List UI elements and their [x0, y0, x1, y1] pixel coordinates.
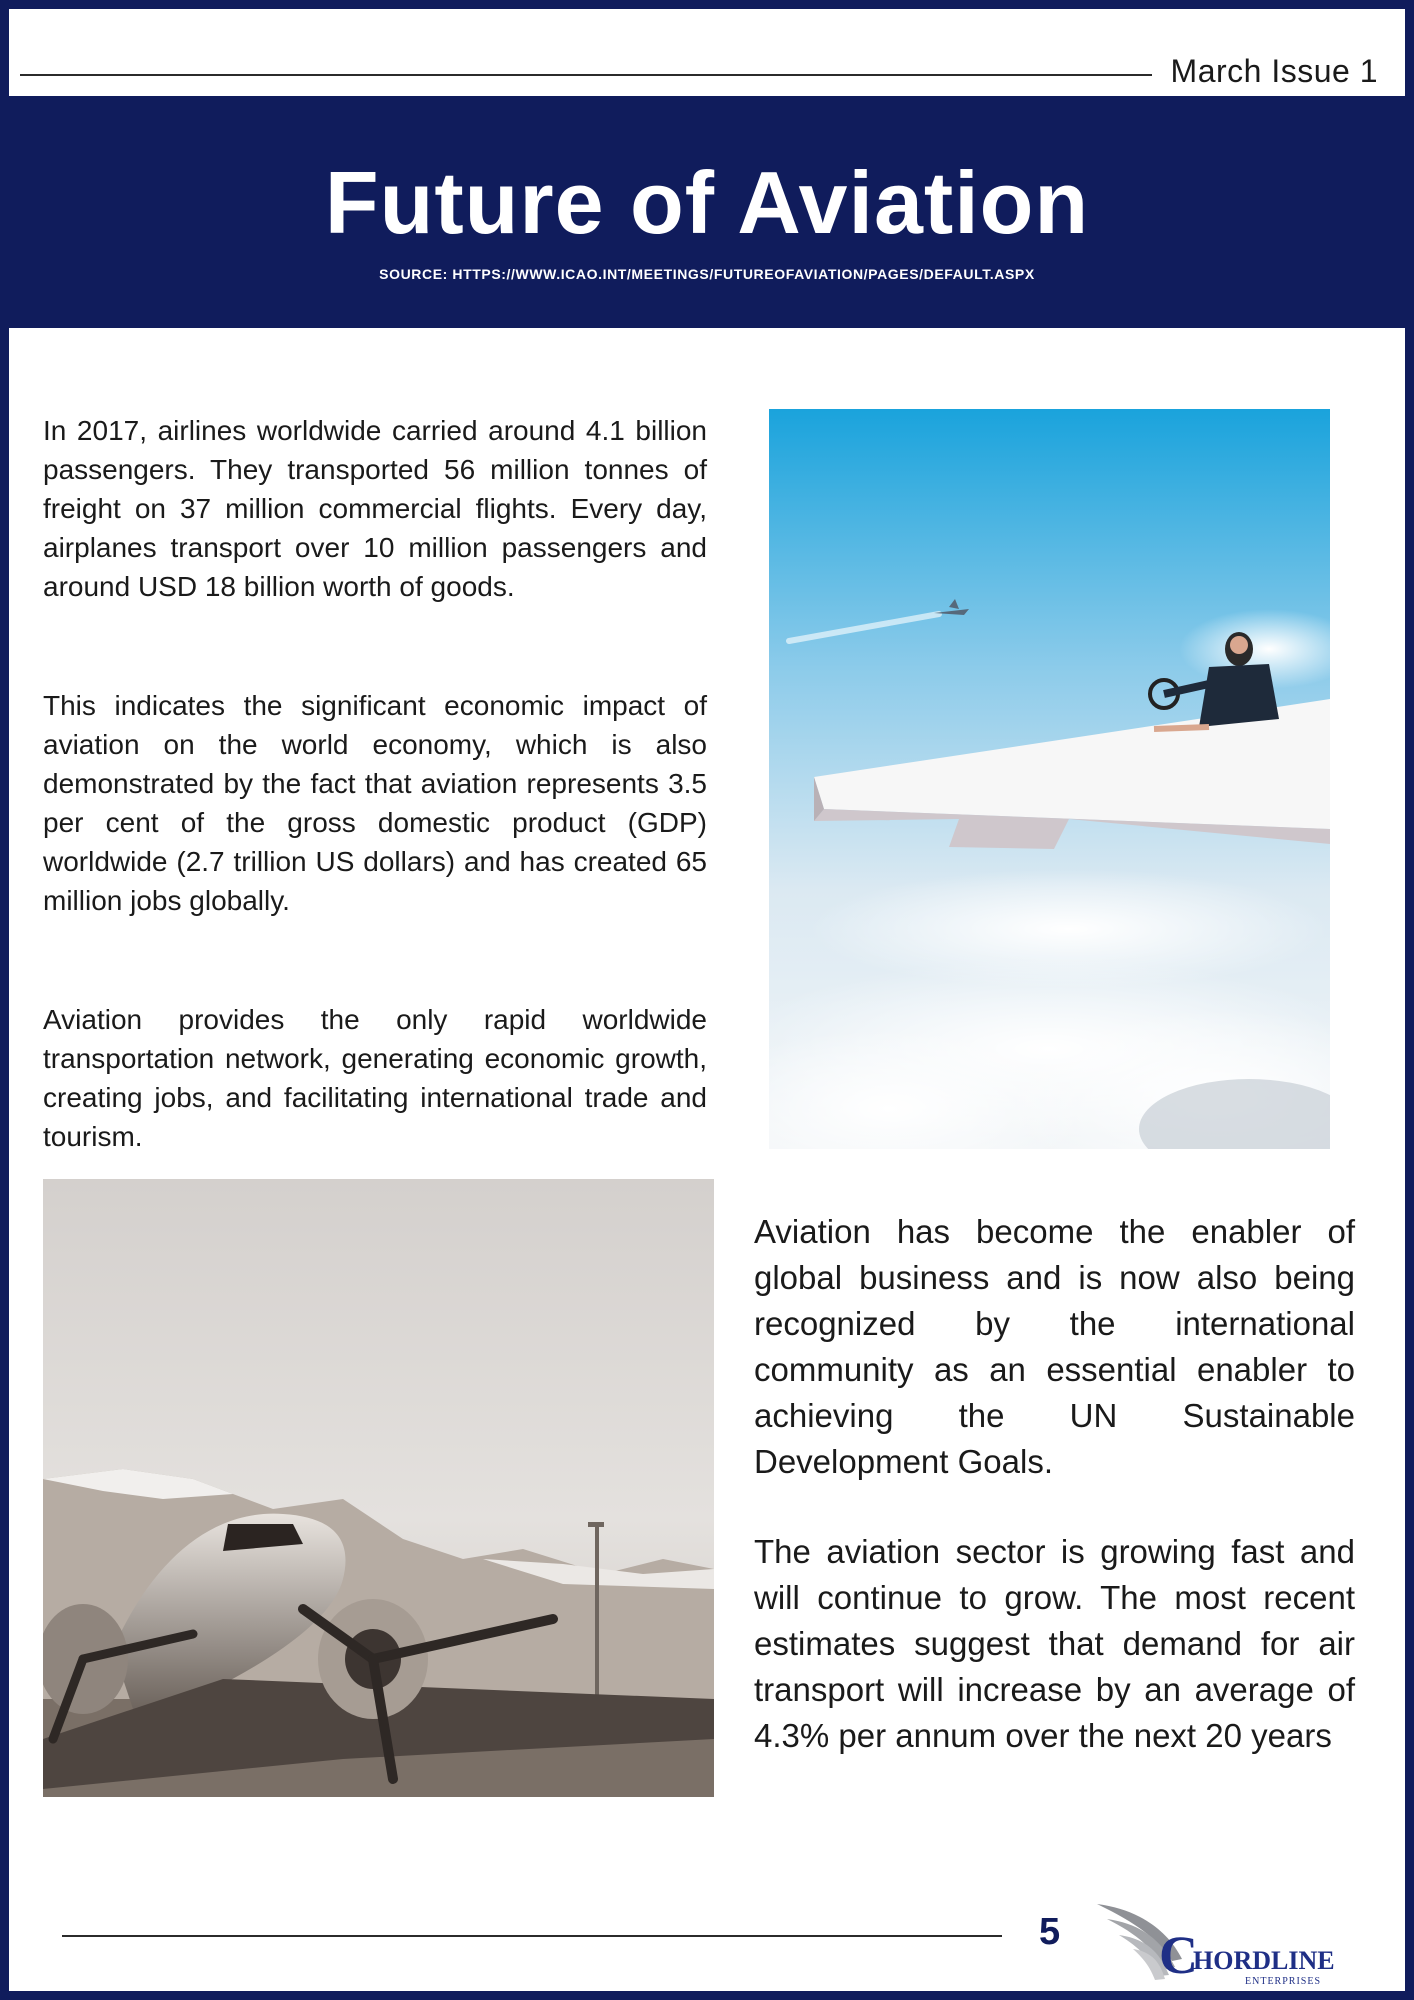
- title-banner: [9, 96, 1405, 328]
- chordline-logo: [1097, 1889, 1347, 1989]
- wing-logo-icon: [1097, 1889, 1347, 1989]
- svg-text:HORDLINE: HORDLINE: [1193, 1946, 1335, 1975]
- vintage-airplane-photo: [43, 1179, 714, 1797]
- article-paragraph: Aviation has become the enabler of global business and is now also being recognized by the international community as an essential enabler to achieving the UN Sustainable Development Goals.: [754, 1213, 1355, 1480]
- article-paragraph: Aviation provides the only rapid worldwide transportation network, generating economic growth, creating jobs, and facilitating international trade and tourism.: [43, 1004, 707, 1152]
- header-rule: [20, 74, 1152, 76]
- article-paragraph: In 2017, airlines worldwide carried around 4.1 billion passengers. They transported 56 million tonnes of freight on 37 million commercial flights. Every day, airplanes transport over 10 million passengers and around USD 18 billion worth of goods.: [43, 415, 707, 602]
- page-title: Future of Aviation: [324, 153, 1090, 252]
- issue-label: March Issue 1: [1170, 53, 1378, 89]
- footer-rule: [62, 1935, 1002, 1937]
- svg-text:C: C: [1159, 1925, 1198, 1985]
- article-paragraph: This indicates the significant economic impact of aviation on the world economy, which is also demonstrated by the fact that aviation represents 3.5 per cent of the gross domestic product (GDP) worldwide (2.7 trillion US dollars) and has created 65 million jobs globally.: [43, 690, 707, 916]
- source-line: SOURCE: HTTPS://WWW.ICAO.INT/MEETINGS/FUTUREOFAVIATION/PAGES/DEFAULT.ASPX: [379, 266, 1035, 282]
- paper-plane-photo: [769, 409, 1330, 1149]
- article-paragraph: The aviation sector is growing fast and will continue to grow. The most recent estimates suggest that demand for air transport will increase by an average of 4.3% per annum over the next 20 years: [754, 1533, 1355, 1754]
- svg-text:ENTERPRISES: ENTERPRISES: [1245, 1976, 1322, 1987]
- page-number: 5: [1039, 1911, 1061, 1953]
